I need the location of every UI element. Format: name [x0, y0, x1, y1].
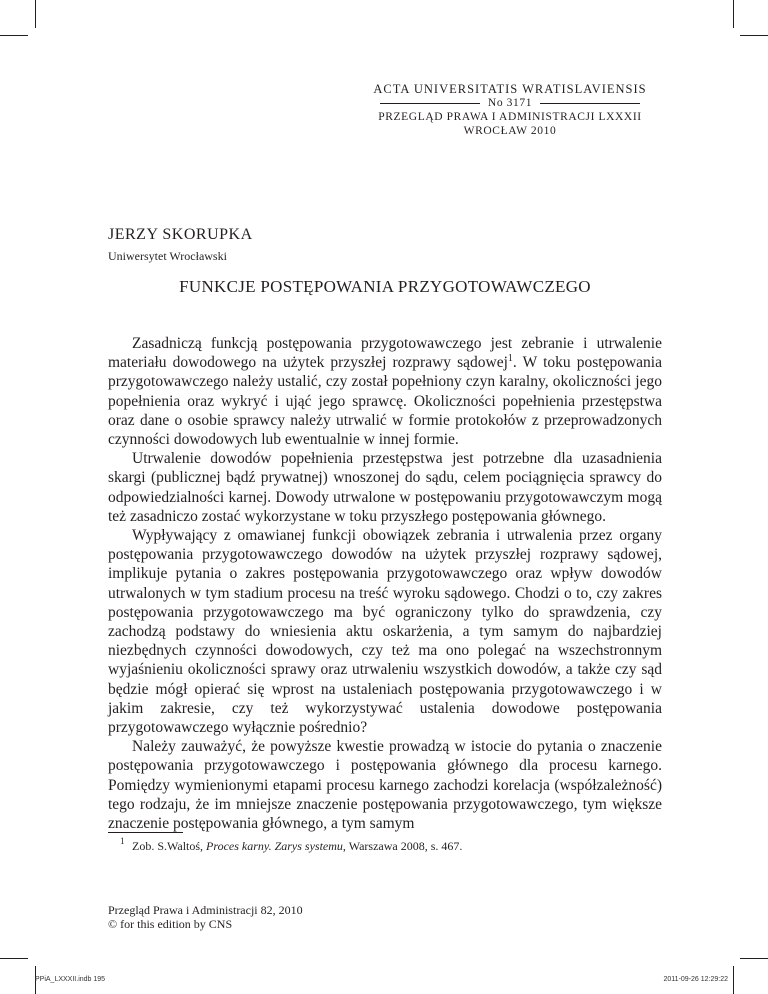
crop-mark: [35, 0, 36, 28]
crop-mark: [0, 35, 28, 36]
article-body: [108, 334, 662, 833]
journal-footer: [108, 903, 303, 931]
journal-series: PRZEGLĄD PRAWA I ADMINISTRACJI LXXXII: [378, 111, 642, 123]
crop-mark: [733, 0, 734, 28]
footnote-mark: 1: [120, 836, 125, 846]
slug-timestamp: 2011-09-26 12:29:22: [663, 976, 728, 983]
paragraph: Wypływający z omawianej funkcji obowiązek zebrania i utrwalenia przez organy postępowania przygotowawczego dowodów na użytek przyszłej rozprawy sądowej, implikuje pytania o zakres postępowania przygotowawczego oraz wpływ dowodów utrwalonych w tym stadium procesu na treść wyroku sądowego. Chodzi o to, czy zakres postępowania przygotowawczego ma być ograniczony tylko do sprawdzenia, czy zachodzą podstawy do wniesienia aktu oskarżenia, a tym samym do najbardziej niezbędnych czynności dowodowych, czy też ma ono polegać na wszechstronnym wyjaśnieniu okoliczności sprawy oraz utrwaleniu wszystkich dowodów, a także czy sąd będzie mógł opierać się wprost na ustaleniach postępowania przygotowawczego i w jakim zakresie, czy też wykorzystywać ustalenia dowodowe postępowania przygotowawczego wyłącznie pośrednio?: [108, 527, 662, 737]
masthead-rule: [540, 103, 640, 104]
paragraph: [108, 334, 662, 449]
footnote-rule: [108, 832, 183, 833]
journal-place-year: WROCŁAW 2010: [463, 125, 557, 137]
article-title: FUNKCJE POSTĘPOWANIA PRZYGOTOWAWCZEGO: [179, 277, 591, 296]
paragraph-text: . W toku postępowania przygotowawczego należy ustalić, czy został popełniony czyn karalny, okoliczności jego popełnienia oraz wykryć i ująć jego sprawcę. Okoliczności popełnienia przestępstwa oraz dane o osobie sprawcy należy utrwalić w formie protokołów z przeprowadzonych czynności dowodowych lub ewentualnie w innej formie.: [108, 354, 662, 449]
journal-title: ACTA UNIVERSITATIS WRATISLAVIENSIS: [373, 82, 647, 96]
journal-footer-line: Przegląd Prawa i Administracji 82, 2010: [108, 903, 303, 917]
crop-mark: [0, 958, 28, 959]
footnote-prefix: Zob. S.Waltoś,: [132, 839, 207, 853]
paragraph: Należy zauważyć, że powyższe kwestie prowadzą w istocie do pytania o znaczenie postępowania przygotowawczego i postępowania głównego dla procesu karnego. Pomiędzy wymienionymi etapami procesu karnego zachodzi korelacja (współzależność) tego rodzaju, że im mniejsze znaczenie postępowania przygotowawczego, tym większe znaczenie postępowania głównego, a tym samym: [108, 738, 662, 833]
footnote: [120, 836, 463, 854]
crop-mark: [733, 966, 734, 994]
paragraph-text: Zasadniczą funkcją postępowania przygotowawczego jest zebranie i utrwalenie materiału dowodowego na użytek przyszłej rozprawy sądowej: [108, 335, 662, 372]
footnote-book-title: Proces karny. Zarys systemu: [206, 839, 343, 853]
crop-mark: [740, 958, 768, 959]
paragraph: Utrwalenie dowodów popełnienia przestępstwa jest potrzebne dla uzasadnienia skargi (publicznej bądź prywatnej) wnoszonej do sądu, celem pociągnięcia sprawcy do odpowiedzialności karnej. Dowody utrwalone w postępowaniu przygotowawczym mogą też zasadniczo zostać wykorzystane w toku przyszłego postępowania głównego.: [108, 450, 662, 525]
footnote-suffix: , Warszawa 2008, s. 467.: [342, 839, 463, 853]
author-name: JERZY SKORUPKA: [108, 226, 253, 243]
author-affiliation: Uniwersytet Wrocławski: [108, 249, 227, 263]
copyright-line: © for this edition by CNS: [108, 917, 233, 931]
masthead-rule: [380, 103, 480, 104]
crop-mark: [740, 35, 768, 36]
footnote-reference: 1: [507, 353, 513, 365]
slug-file: PPiA_LXXXII.indb 195: [35, 976, 106, 983]
journal-number-row: [355, 96, 665, 110]
journal-number: No 3171: [487, 97, 533, 109]
journal-masthead: [355, 82, 665, 138]
